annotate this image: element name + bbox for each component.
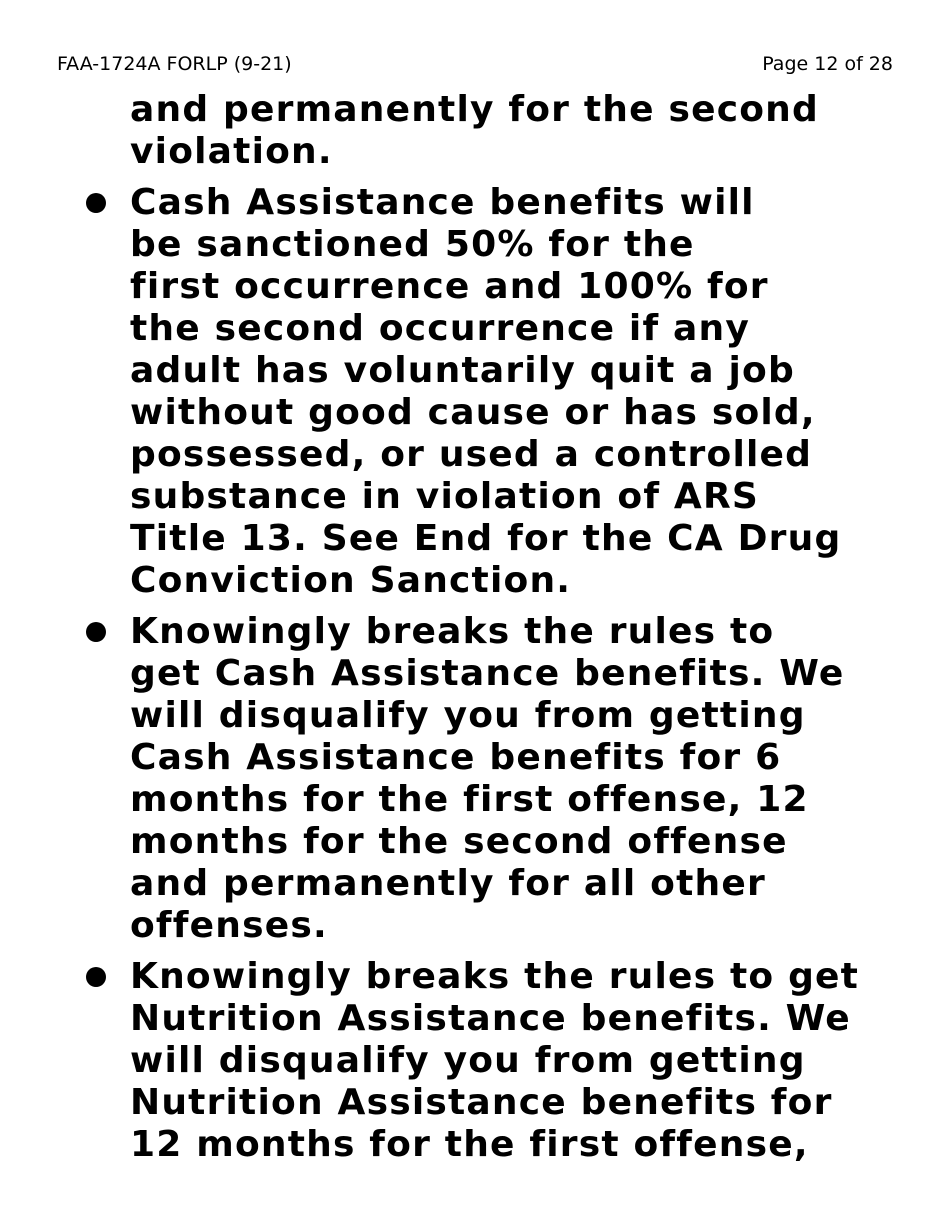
bullet-icon <box>86 193 106 213</box>
bullet-icon <box>86 622 106 642</box>
bullet-item-nutrition-rules <box>0 956 950 1166</box>
text-line: get Cash Assistance benefits. We <box>130 653 845 694</box>
text-line: months for the first offense, 12 <box>130 779 809 820</box>
text-line: and permanently for the second <box>130 89 819 130</box>
text-line: and permanently for all other <box>130 863 766 904</box>
text-line: 12 months for the first offense, <box>130 1124 809 1165</box>
text-line: be sanctioned 50% for the <box>130 224 695 265</box>
text-line: Nutrition Assistance benefits for <box>130 1082 833 1123</box>
text-line: Cash Assistance benefits will <box>130 182 755 223</box>
page-number: Page 12 of 28 <box>762 53 893 75</box>
text-line: violation. <box>130 131 333 172</box>
text-line: Nutrition Assistance benefits. We <box>130 998 851 1039</box>
text-line: will disqualify you from getting <box>130 695 806 736</box>
form-id: FAA-1724A FORLP (9-21) <box>57 53 292 75</box>
text-line: will disqualify you from getting <box>130 1040 806 1081</box>
text-line: without good cause or has sold, <box>130 392 816 433</box>
text-line: Conviction Sanction. <box>130 560 572 601</box>
text-line: offenses. <box>130 905 328 946</box>
text-line: Knowingly breaks the rules to <box>130 611 775 652</box>
text-line: months for the second offense <box>130 821 788 862</box>
continuation-paragraph <box>0 89 950 173</box>
bullet-item-cash-rules <box>0 611 950 947</box>
bullet-icon <box>86 967 106 987</box>
text-line: Cash Assistance benefits for 6 <box>130 737 782 778</box>
text-line: adult has voluntarily quit a job <box>130 350 795 391</box>
page-header <box>57 51 893 77</box>
text-line: the second occurrence if any <box>130 308 751 349</box>
text-line: possessed, or used a controlled <box>130 434 813 475</box>
text-line: Title 13. See End for the CA Drug <box>130 518 842 559</box>
text-line: substance in violation of ARS <box>130 476 760 517</box>
text-line: Knowingly breaks the rules to get <box>130 956 860 997</box>
document-body <box>0 89 950 1175</box>
bullet-item-cash-sanction <box>0 182 950 602</box>
text-line: first occurrence and 100% for <box>130 266 769 307</box>
